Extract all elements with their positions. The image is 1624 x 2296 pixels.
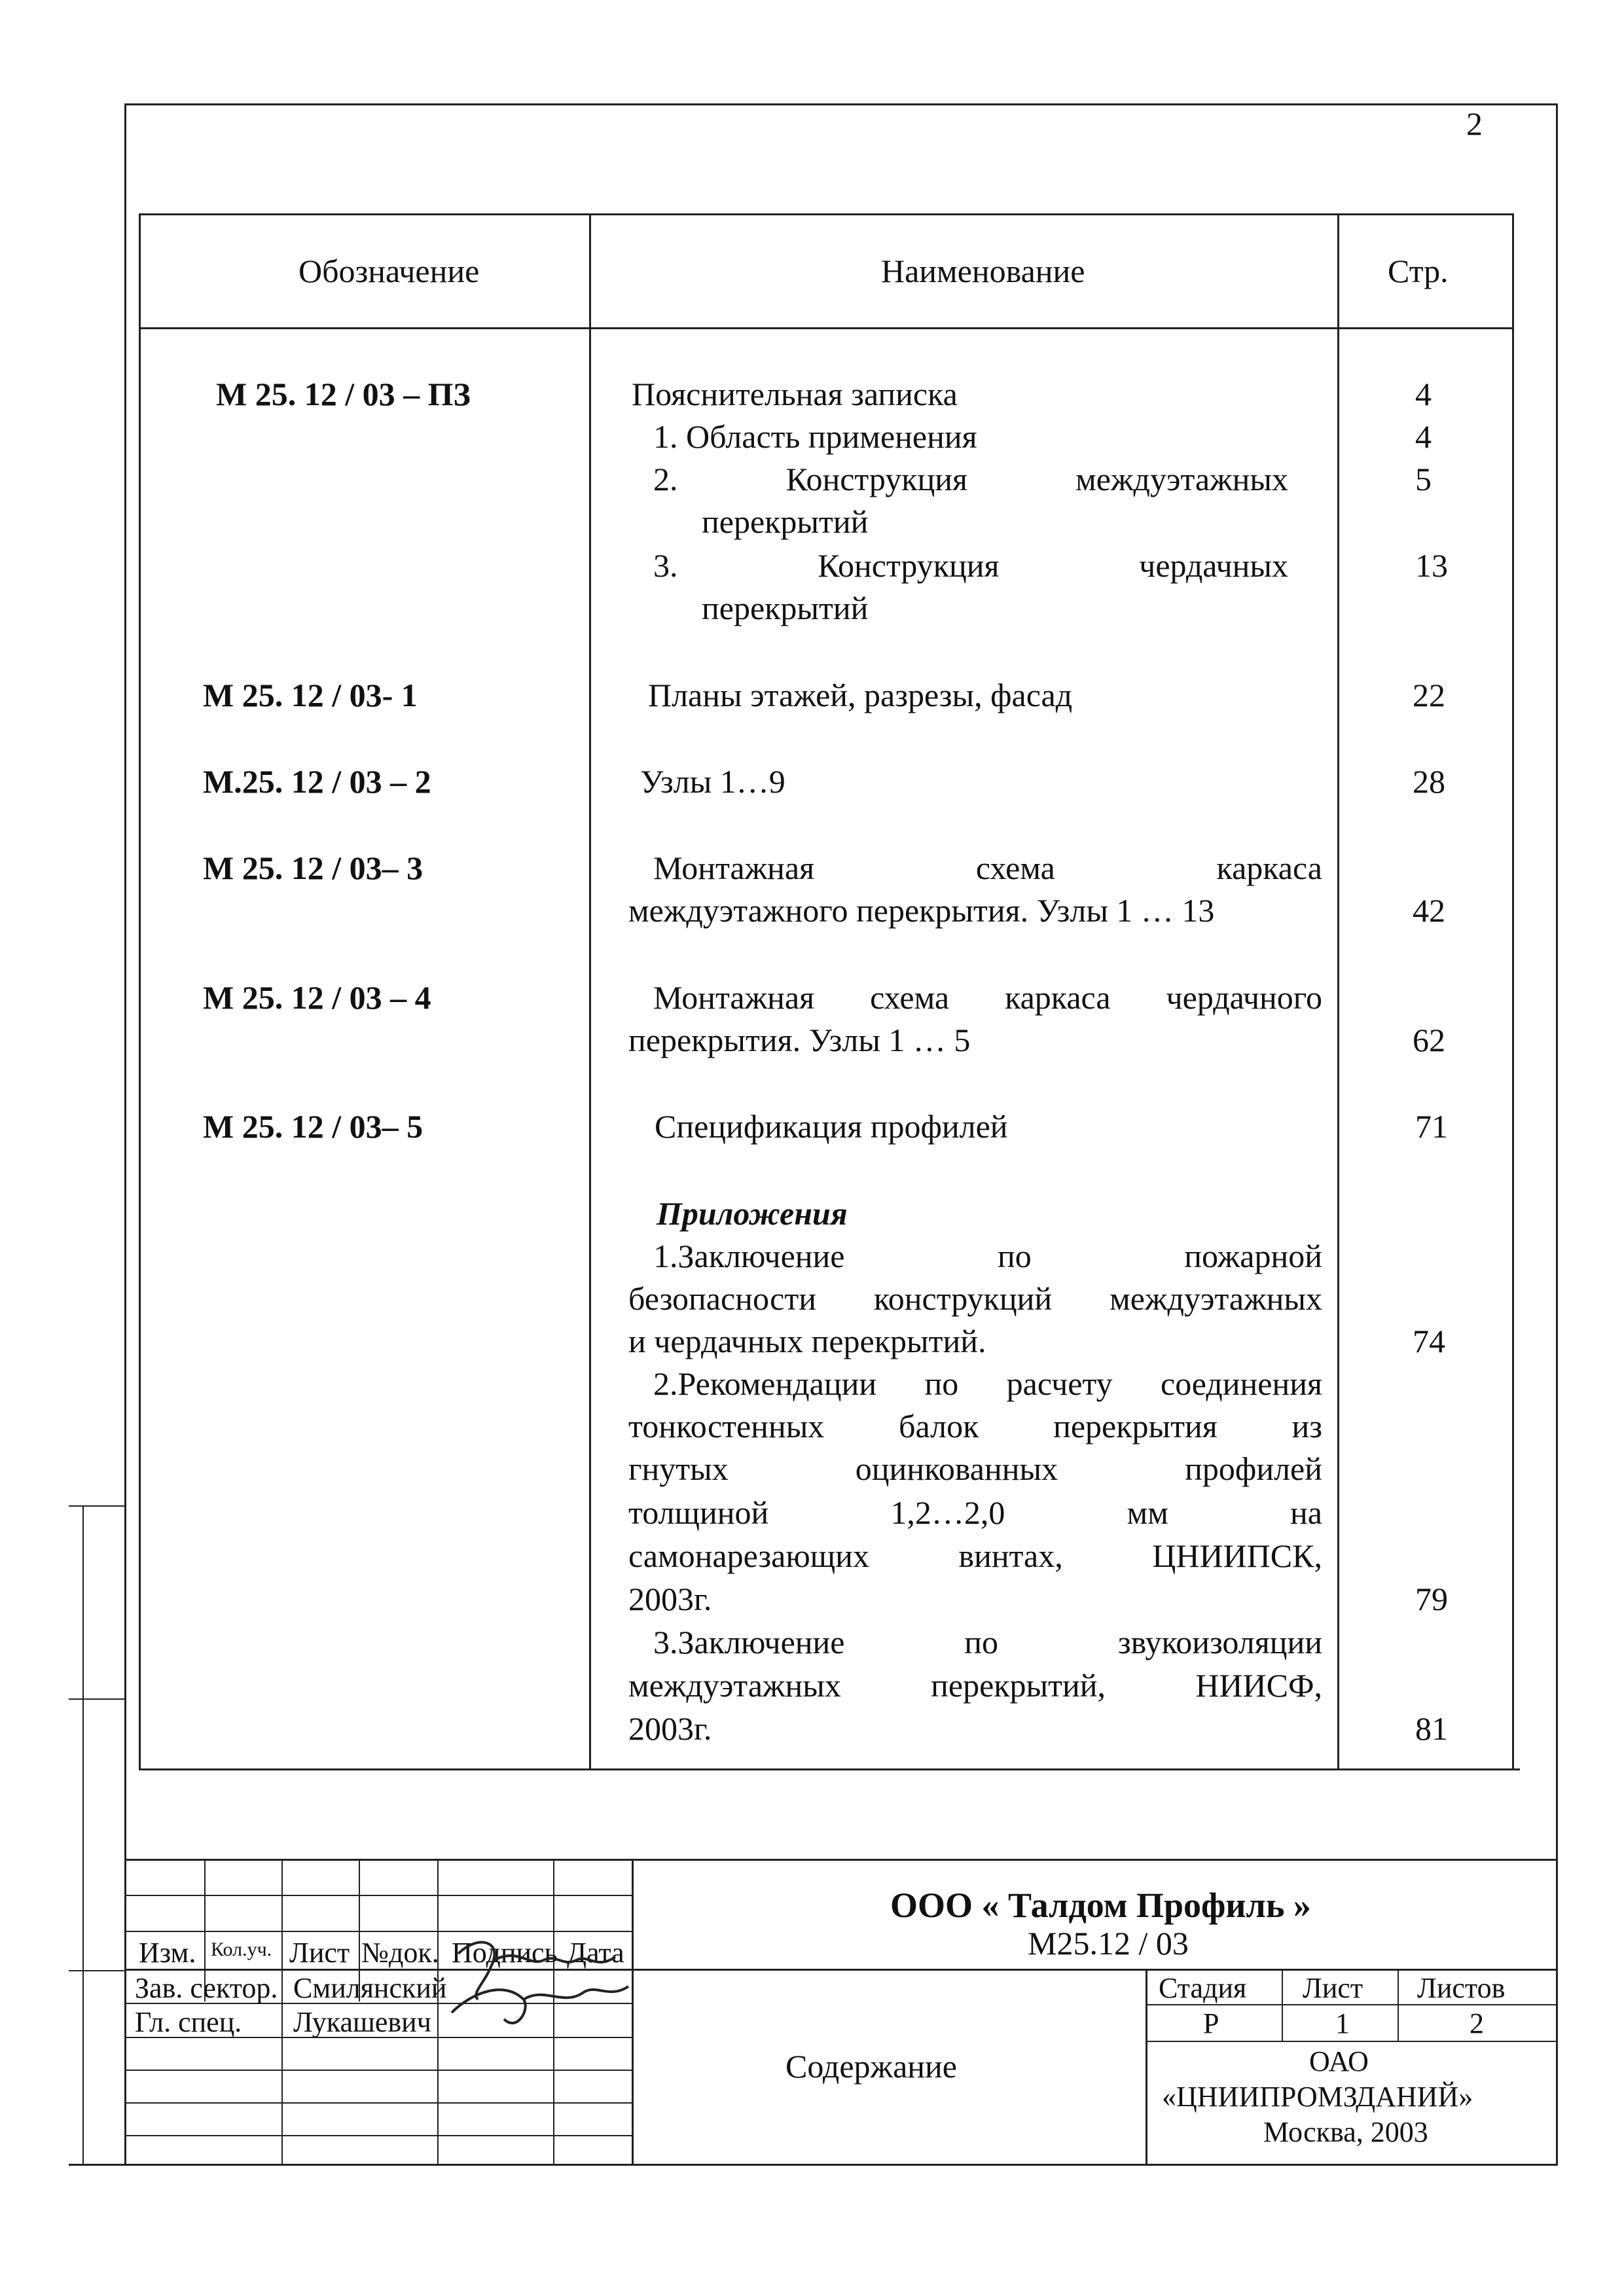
appendix-line: безопасности конструкций междуэтажных bbox=[628, 1280, 1322, 1317]
role-name: Лукашевич bbox=[293, 2006, 431, 2038]
col-header: Изм. bbox=[139, 1937, 196, 1969]
appendix-page: 81 bbox=[1415, 1710, 1448, 1747]
col-header: №док. bbox=[361, 1937, 439, 1969]
header-name: Наименование bbox=[881, 253, 1085, 289]
appendix-line: междуэтажных перекрытий, НИИСФ, bbox=[628, 1667, 1322, 1704]
margin-line-3 bbox=[69, 1970, 126, 1971]
col-header: Лист bbox=[289, 1937, 350, 1969]
appendix-page: 74 bbox=[1413, 1323, 1445, 1359]
appendix-line: гнутых оцинкованных профилей bbox=[628, 1450, 1322, 1487]
row-name: Спецификация профилей bbox=[655, 1108, 1008, 1145]
row-code: М 25. 12 / 03– 5 bbox=[203, 1108, 424, 1145]
row-page: 13 bbox=[1415, 547, 1448, 584]
frame-right bbox=[1556, 103, 1558, 2165]
row-page: 42 bbox=[1413, 892, 1445, 929]
appendix-line: 2003г. bbox=[628, 1581, 712, 1617]
appendix-line: тонкостенных балок перекрытия из bbox=[628, 1408, 1322, 1444]
frame-top bbox=[124, 103, 1558, 105]
sheets-value: 2 bbox=[1470, 2007, 1484, 2039]
row-code: М 25. 12 / 03 – 4 bbox=[203, 979, 431, 1016]
row-page: 4 bbox=[1415, 418, 1432, 455]
role-label: Зав. сектор. bbox=[135, 1972, 278, 2004]
row-page: 28 bbox=[1413, 763, 1445, 800]
sheets-label: Листов bbox=[1417, 1972, 1506, 2004]
role-name: Смилянский bbox=[293, 1972, 447, 2004]
page-number: 2 bbox=[1466, 105, 1483, 142]
appendix-line: самонарезающих винтах, ЦНИИПСК, bbox=[628, 1537, 1322, 1574]
company-name: ООО « Талдом Профиль » bbox=[890, 1886, 1311, 1925]
row-name: Пояснительная записка bbox=[632, 376, 958, 412]
sheet-value: 1 bbox=[1335, 2007, 1350, 2039]
stage-label: Стадия bbox=[1159, 1972, 1247, 2004]
header-designation: Обозначение bbox=[298, 253, 480, 289]
row-name-cont: междуэтажного перекрытия. Узлы 1 … 13 bbox=[628, 892, 1215, 929]
col-header: Дата bbox=[567, 1937, 624, 1969]
margin-line-4 bbox=[82, 1505, 84, 2165]
row-name: Узлы 1…9 bbox=[640, 763, 785, 800]
row-name: 2. Конструкция междуэтажных bbox=[653, 461, 1288, 497]
appendix-line: 2.Рекомендации по расчету соединения bbox=[653, 1365, 1322, 1402]
row-page: 4 bbox=[1415, 376, 1432, 412]
appendix-page: 79 bbox=[1415, 1581, 1448, 1617]
row-name: 3. Конструкция чердачных bbox=[653, 547, 1288, 584]
appendix-title: Приложения bbox=[657, 1195, 848, 1232]
document-code: М25.12 / 03 bbox=[1028, 1925, 1189, 1962]
org-line: ОАО bbox=[1309, 2045, 1369, 2077]
row-code: М 25. 12 / 03- 1 bbox=[203, 677, 418, 713]
frame-left bbox=[124, 103, 126, 2165]
row-page: 5 bbox=[1415, 461, 1432, 497]
row-page: 71 bbox=[1415, 1108, 1448, 1145]
row-page: 22 bbox=[1413, 677, 1445, 713]
appendix-line: и чердачных перекрытий. bbox=[628, 1323, 986, 1359]
frame-bottom bbox=[69, 2164, 1558, 2166]
row-page: 62 bbox=[1413, 1022, 1445, 1058]
col-header: Подпись bbox=[452, 1937, 558, 1969]
stage-value: Р bbox=[1203, 2007, 1219, 2039]
col-header: Кол.уч. bbox=[211, 1939, 272, 1960]
row-name: Монтажная схема каркаса чердачного bbox=[653, 979, 1322, 1016]
org-line: Москва, 2003 bbox=[1263, 2116, 1428, 2148]
row-name: Планы этажей, разрезы, фасад bbox=[648, 677, 1073, 713]
row-code: М 25. 12 / 03– 3 bbox=[203, 850, 424, 886]
margin-line-1 bbox=[69, 1505, 126, 1507]
role-label: Гл. спец. bbox=[135, 2006, 242, 2038]
row-name-cont: перекрытий bbox=[702, 503, 869, 540]
row-name-cont: перекрытий bbox=[702, 590, 869, 626]
margin-line-2 bbox=[69, 1698, 126, 1700]
row-name: 1. Область применения bbox=[653, 418, 977, 455]
row-code: М.25. 12 / 03 – 2 bbox=[203, 763, 431, 800]
sheet-label: Лист bbox=[1303, 1972, 1363, 2004]
row-name-cont: перекрытия. Узлы 1 … 5 bbox=[628, 1022, 971, 1058]
header-page: Стр. bbox=[1388, 253, 1449, 289]
signature-image bbox=[432, 1921, 641, 2039]
appendix-line: 2003г. bbox=[628, 1710, 712, 1747]
appendix-line: толщиной 1,2…2,0 мм на bbox=[628, 1494, 1322, 1531]
document-title: Содержание bbox=[785, 2048, 957, 2085]
org-line: «ЦНИИПРОМЗДАНИЙ» bbox=[1162, 2081, 1473, 2113]
appendix-line: 1.Заключение по пожарной bbox=[653, 1238, 1322, 1274]
row-code: М 25. 12 / 03 – ПЗ bbox=[216, 376, 471, 412]
row-name: Монтажная схема каркаса bbox=[653, 850, 1322, 886]
appendix-line: 3.Заключение по звукоизоляции bbox=[653, 1624, 1322, 1660]
